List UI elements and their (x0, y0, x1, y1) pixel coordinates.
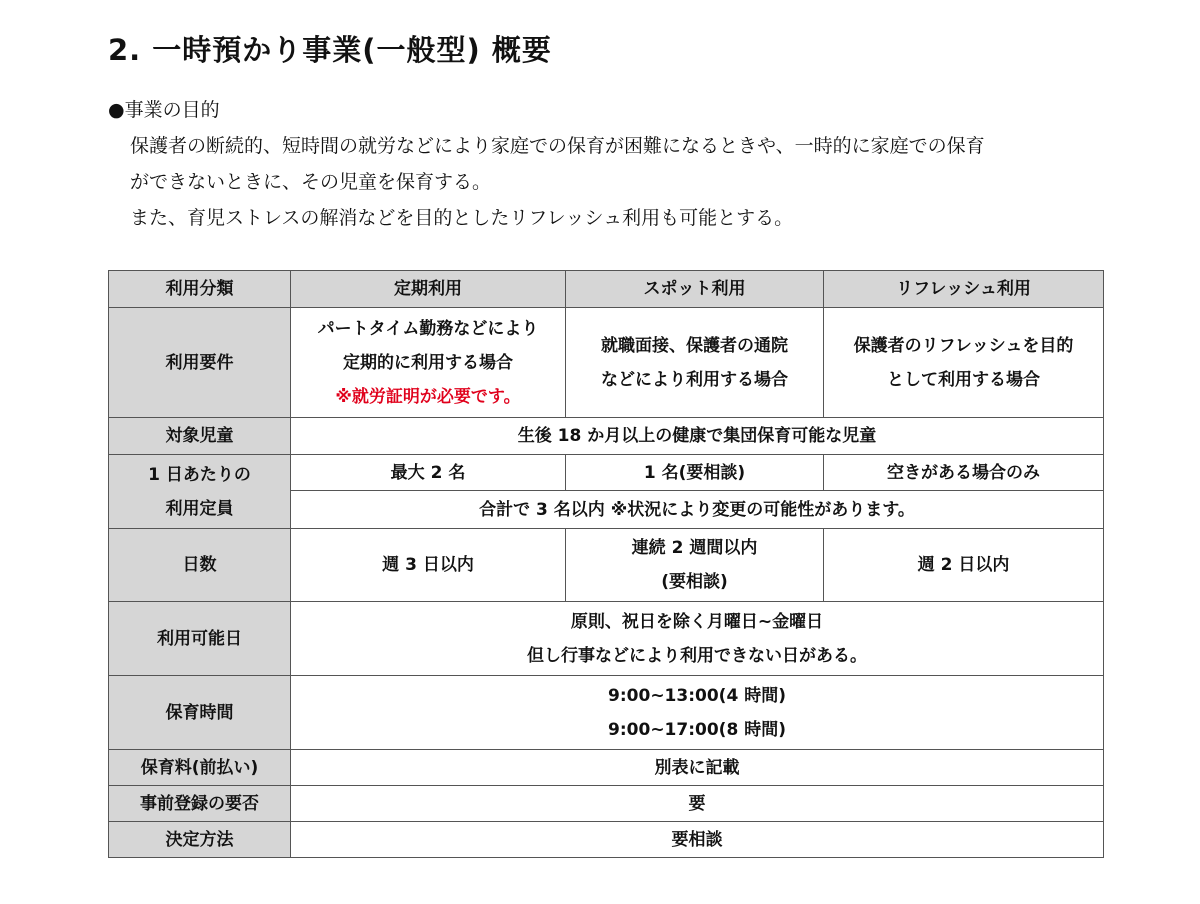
header-spot: スポット利用 (566, 271, 824, 308)
requirements-refresh (824, 308, 1104, 418)
target-value: 生後 18 か月以上の健康で集団保育可能な児童 (291, 418, 1104, 455)
page-title: 2. 一時預かり事業(一般型) 概要 (108, 33, 552, 67)
available-days-value (291, 602, 1104, 676)
hours-row (109, 676, 1104, 750)
days-spot-line: 連続 2 週間以内 (631, 538, 758, 558)
requirements-label: 利用要件 (109, 308, 291, 418)
requirements-regular (291, 308, 566, 418)
target-label: 対象児童 (109, 418, 291, 455)
registration-value: 要 (291, 786, 1104, 822)
capacity-spot: 1 名(要相談) (566, 455, 824, 491)
available-days-line: 但し行事などにより利用できない日がある。 (527, 645, 867, 666)
fee-value: 別表に記載 (291, 750, 1104, 786)
hours-line: 9:00~13:00(4 時間) (608, 685, 786, 706)
capacity-label-line: 利用定員 (165, 498, 234, 519)
requirements-refresh-line: として利用する場合 (887, 369, 1040, 390)
requirements-spot-line: 就職面接、保護者の通院 (601, 335, 788, 356)
capacity-regular: 最大 2 名 (291, 455, 566, 491)
days-spot-line: (要相談) (661, 572, 728, 592)
header-category: 利用分類 (109, 271, 291, 308)
capacity-refresh: 空きがある場合のみ (824, 455, 1104, 491)
days-refresh: 週 2 日以内 (824, 529, 1104, 602)
requirements-spot (566, 308, 824, 418)
capacity-row (109, 455, 1104, 491)
available-days-label: 利用可能日 (109, 602, 291, 676)
capacity-total: 合計で 3 名以内 ※状況により変更の可能性があります。 (291, 491, 1104, 529)
days-regular: 週 3 日以内 (291, 529, 566, 602)
registration-label: 事前登録の要否 (109, 786, 291, 822)
capacity-label-line: 1 日あたりの (148, 464, 251, 485)
days-row (109, 529, 1104, 602)
requirements-row (109, 308, 1104, 418)
registration-row (109, 786, 1104, 822)
fee-label: 保育料(前払い) (109, 750, 291, 786)
summary-table (108, 270, 1104, 858)
header-regular: 定期利用 (291, 271, 566, 308)
days-spot (566, 529, 824, 602)
requirements-refresh-line: 保護者のリフレッシュを目的 (853, 335, 1074, 356)
decision-value: 要相談 (291, 822, 1104, 858)
purpose-line: また、育児ストレスの解消などを目的としたリフレッシュ利用も可能とする。 (130, 207, 794, 229)
requirements-regular-note: ※就労証明が必要です。 (335, 386, 521, 407)
hours-value (291, 676, 1104, 750)
decision-label: 決定方法 (109, 822, 291, 858)
fee-row (109, 750, 1104, 786)
purpose-line: ができないときに、その児童を保育する。 (130, 171, 492, 193)
purpose-heading: ●事業の目的 (108, 99, 220, 121)
available-days-row (109, 602, 1104, 676)
requirements-regular-line: 定期的に利用する場合 (343, 352, 513, 373)
days-label: 日数 (109, 529, 291, 602)
purpose-line: 保護者の断続的、短時間の就労などにより家庭での保育が困難になるときや、一時的に家庭での保育 (130, 135, 985, 157)
hours-label: 保育時間 (109, 676, 291, 750)
decision-row (109, 822, 1104, 858)
requirements-regular-line: パートタイム勤務などにより (317, 318, 539, 339)
header-refresh: リフレッシュ利用 (824, 271, 1104, 308)
capacity-label (109, 455, 291, 529)
available-days-line: 原則、祝日を除く月曜日~金曜日 (570, 611, 824, 632)
target-row (109, 418, 1104, 455)
requirements-spot-line: などにより利用する場合 (601, 369, 788, 390)
purpose-section (108, 92, 985, 236)
header-row (109, 271, 1104, 308)
hours-line: 9:00~17:00(8 時間) (608, 719, 786, 740)
